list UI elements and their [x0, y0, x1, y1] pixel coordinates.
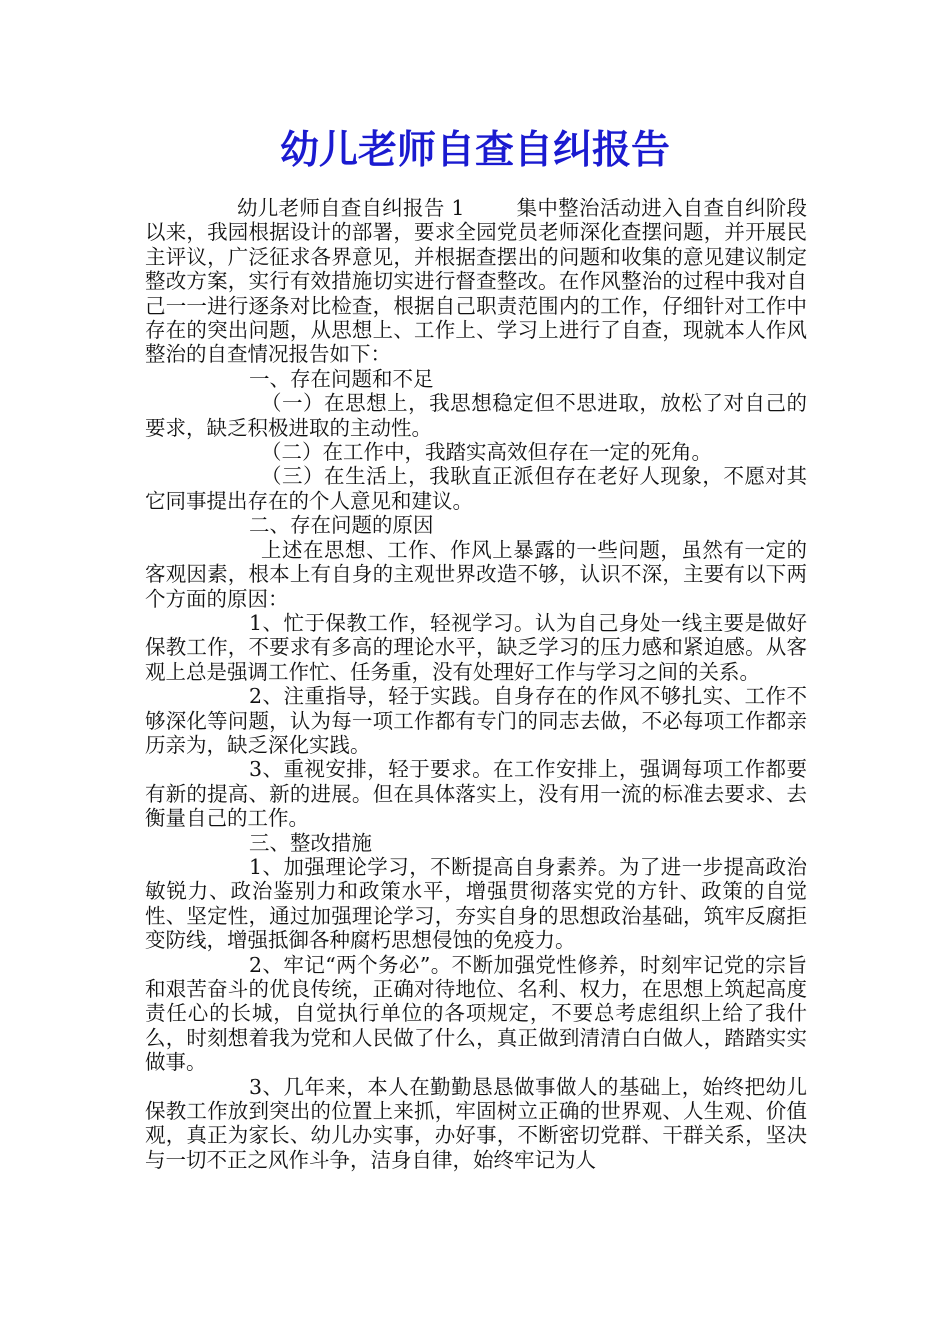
paragraph: （一）在思想上，我思想稳定但不思进取，放松了对自己的要求，缺乏积极进取的主动性。: [145, 391, 807, 440]
paragraph: 2、注重指导，轻于实践。自身存在的作风不够扎实、工作不够深化等问题，认为每一项工作都有专门的同志去做，不必每项工作都亲历亲为，缺乏深化实践。: [145, 684, 807, 757]
section-heading: 二、存在问题的原因: [249, 513, 434, 538]
paragraph-text: 集中整治活动进入自查自纠阶段以来，我园根据设计的部署，要求全园党员老师深化查摆问题，并开展民主评议，广泛征求各界意见，并根据查摆出的问题和收集的意见建议制定整改方案，实行有效措施切实进行督查整改。在作风整治的过程中我对自己一一进行逐条对比检查，根据自己职责范围内的工作，仔细针对工作中存在的突出问题，从思想上、工作上、学习上进行了自查，现就本人作风整治的自查情况报告如下：: [145, 196, 808, 367]
document-body: [145, 196, 807, 1172]
section-heading: 三、整改措施: [249, 830, 372, 855]
paragraph: （三）在生活上，我耿直正派但存在老好人现象，不愿对其它同事提出存在的个人意见和建议。: [145, 464, 807, 513]
intro-label: 幼儿老师自查自纠报告 1: [237, 196, 465, 220]
paragraph: （二）在工作中，我踏实高效但存在一定的死角。: [261, 440, 712, 465]
paragraph-intro: [145, 196, 807, 367]
section-heading: 一、存在问题和不足: [249, 366, 434, 391]
paragraph: 3、重视安排，轻于要求。在工作安排上，强调每项工作都要有新的提高、新的进展。但在具体落实上，没有用一流的标准去要求、去衡量自己的工作。: [145, 757, 807, 831]
paragraph: 上述在思想、工作、作风上暴露的一些问题，虽然有一定的客观因素，根本上有自身的主观世界改造不够，认识不深，主要有以下两个方面的原因：: [145, 537, 807, 611]
paragraph: 1、加强理论学习，不断提高自身素养。为了进一步提高政治敏锐力、政治鉴别力和政策水平，增强贯彻落实党的方针、政策的自觉性、坚定性，通过加强理论学习，夯实自身的思想政治基础，筑牢反腐拒变防线，增强抵御各种腐朽思想侵蚀的免疫力。: [145, 854, 807, 953]
document-title: 幼儿老师自查自纠报告: [279, 128, 670, 173]
paragraph: 2、牢记“两个务必”。不断加强党性修养，时刻牢记党的宗旨和艰苦奋斗的优良传统，正确对待地位、名利、权力，在思想上筑起高度责任心的长城，自觉执行单位的各项规定，不要总考虑组织上给了我什么，时刻想着我为党和人民做了什么，真正做到清清白白做人，踏踏实实做事。: [145, 952, 807, 1075]
paragraph: 1、忙于保教工作，轻视学习。认为自己身处一线主要是做好保教工作，不要求有多高的理论水平，缺乏学习的压力感和紧迫感。从客观上总是强调工作忙、任务重，没有处理好工作与学习之间的关系。: [145, 610, 807, 684]
paragraph: 3、几年来，本人在勤勤恳恳做事做人的基础上，始终把幼儿保教工作放到突出的位置上来抓，牢固树立正确的世界观、人生观、价值观，真正为家长、幼儿办实事，办好事，不断密切党群、干群关系，坚决与一切不正之风作斗争，洁身自律，始终牢记为人: [145, 1074, 807, 1172]
